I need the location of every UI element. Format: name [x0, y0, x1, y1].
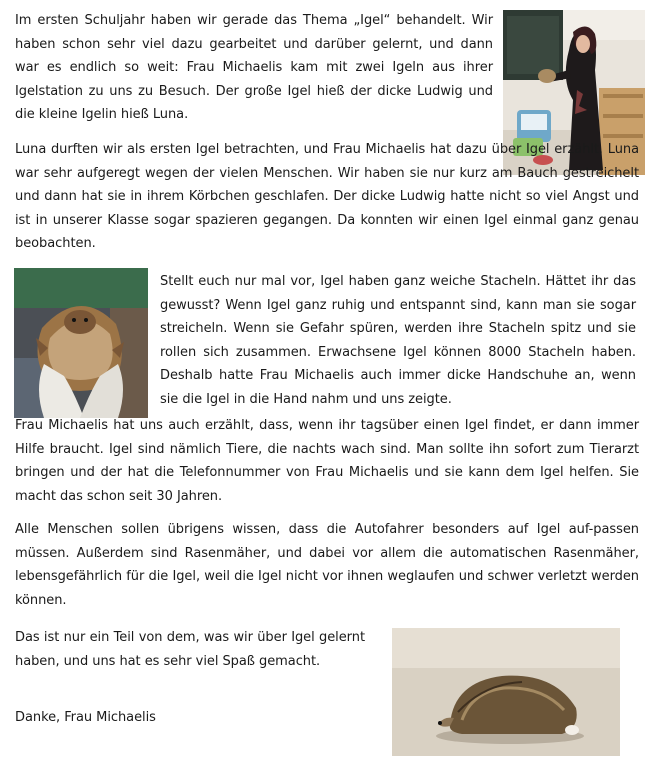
paragraph-4: Frau Michaelis hat uns auch erzählt, dass, wenn ihr tagsüber einen Igel findet, er dann immer Hilfe braucht. Igel sind nämlich Tiere, die nachts wach sind. Man sollte ihn sofort zum Tierarzt bringen und der hat die Telefonnummer von Frau Michaelis und sie kann dem Igel helfen. Sie macht das schon seit 30 Jahren. [15, 418, 639, 504]
paragraph-2: Luna durften wir als ersten Igel betrachten, und Frau Michaelis hat dazu über Igel erzählt. Luna war sehr aufgeregt wegen der vielen Menschen. Wir haben sie nur kurz am Bauch gestreichelt und dann hat sie in ihrem Körbchen geschlafen. Der dicke Ludwig hatte nicht so viel Angst und ist in unserer Klasse sogar spazieren gegangen. Da konnten wir einen Igel einmal ganz genau beobachten. [15, 142, 639, 251]
paragraph-6: Das ist nur ein Teil von dem, was wir über Igel gelernt haben, und uns hat es sehr viel Spaß gemacht. [15, 630, 365, 669]
paragraph-5: Alle Menschen sollen übrigens wissen, dass die Autofahrer besonders auf Igel auf-passen müssen. Außerdem sind Rasenmäher, und dabei vor allem die automatischen Rasenmäher, lebensgefährlich für die Igel, weil die Igel nicht vor ihnen weglaufen und schwer verletzt werden können. [15, 522, 639, 608]
hedgehog-walking-photo [392, 628, 620, 756]
paragraph-1: Im ersten Schuljahr haben wir gerade das Thema „Igel“ behandelt. Wir haben schon sehr viel dazu gearbeitet und darüber gelernt, und dann war es endlich so weit: Frau Michaelis kam mit zwei Igeln aus ihrer Igelstation zu uns zu Besuch. Der große Igel hieß der dicke Ludwig und die kleine Igelin hieß Luna. [15, 13, 493, 122]
paragraph-3: Stellt euch nur mal vor, Igel haben ganz weiche Stacheln. Hättet ihr das gewusst? Wenn Igel ganz ruhig und entspannt sind, kann man sie sogar streicheln. Wenn sie Gefahr spüren, werden ihre Stacheln spitz und sie rollen sich zusammen. Erwachsene Igel können 8000 Stacheln haben. Deshalb hatte Frau Michaelis auch immer dicke Handschuhe an, wenn sie die Igel in die Hand nahm und uns zeigte. [160, 274, 636, 407]
gloved-hands-hedgehog-photo [14, 268, 148, 418]
closing-line: Danke, Frau Michaelis [15, 710, 156, 725]
